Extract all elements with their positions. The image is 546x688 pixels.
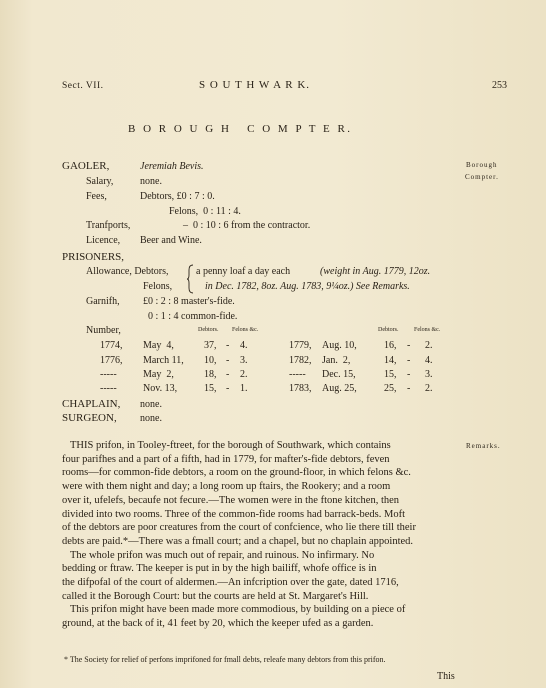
row-dash: - [407,355,411,366]
brace-icon [187,264,195,294]
row-dash: - [407,383,411,394]
allowance-label: Allowance, Debtors, [86,266,169,277]
row-felons: 4. [240,340,248,351]
row-date: Jan. 2, [322,355,351,366]
row-year: ----- [289,369,306,380]
licence-value: Beer and Wine. [140,235,202,246]
row-debtors: 37, [204,340,217,351]
row-felons: 4. [425,355,433,366]
row-dash: - [407,340,411,351]
remarks-line: four parifhes and a part of a fifth, had in 1779, for mafter's-fide debtors, feven [62,453,390,465]
remarks-line: divided into two rooms. Three of the common-fide rooms had barrack-beds. Moft [62,508,406,520]
garnish-line-1: £0 : 2 : 8 master's-fide. [143,296,235,307]
row-year: ----- [100,383,117,394]
section-label: Sect. VII. [62,81,104,91]
row-date: May 4, [143,340,174,351]
row-date: Nov. 13, [143,383,178,394]
allowance-text-2: in Dec. 1782, 8oz. Aug. 1783, 9¼oz.) See Remarks. [205,281,410,292]
catchword: This [437,671,455,682]
row-dash: - [407,369,411,380]
margin-note-remarks: Remarks. [466,442,501,450]
col-felons-left: Felons &c. [232,327,259,333]
allowance-text-1a: a penny loaf a day each [196,266,291,277]
row-year: 1776, [100,355,123,366]
margin-note-compter: Compter. [465,173,499,181]
remarks-line: The whole prifon was much out of repair, and ruinous. No infirmary. No [70,549,375,561]
col-debtors-left: Debtors. [198,327,219,333]
row-year: 1779, [289,340,312,351]
garnish-line-2: 0 : 1 : 4 common-fide. [148,311,238,322]
row-felons: 3. [240,355,248,366]
row-debtors: 10, [204,355,217,366]
row-felons: 2. [425,340,433,351]
gaoler-label: GAOLER, [62,160,110,172]
remarks-line: debts are paid.*—There was a fmall court; and a chapel, but no chaplain appointed. [62,535,414,547]
surgeon-label: SURGEON, [62,412,117,424]
remarks-line: were with them night and day; a long room up ftairs, the Rookery; and a room [62,481,391,493]
row-felons: 2. [425,383,433,394]
fees-label: Fees, [86,191,107,202]
footnote: * The Society for relief of perfons imprifoned for fmall debts, releafe many debtors from this prifon. [64,655,386,664]
remarks-line: the difpofal of the court of aldermen.—An infcription over the gate, dated 1716, [62,577,399,589]
row-felons: 1. [240,383,248,394]
garnish-label: Garnifh, [86,296,120,307]
remarks-line: bedding or ftraw. The keeper is put in by the high bailiff, whofe office is in [62,563,377,575]
row-dash: - [226,383,230,394]
row-year: ----- [100,369,117,380]
row-felons: 2. [240,369,248,380]
row-debtors: 18, [204,369,217,380]
col-debtors-right: Debtors. [378,327,399,333]
row-debtors: 16, [384,340,397,351]
row-date: March 11, [143,355,184,366]
running-title: S O U T H W A R K. [199,79,311,91]
remarks-line: This prifon might have been made more commodious, by building on a piece of [70,604,406,616]
row-debtors: 15, [384,369,397,380]
remarks-line: THIS prifon, in Tooley-ftreet, for the borough of Southwark, which contains [70,440,391,451]
salary-label: Salary, [86,176,114,187]
row-felons: 3. [425,369,433,380]
row-date: Aug. 25, [322,383,357,394]
surgeon-value: none. [140,413,162,424]
row-dash: - [226,355,230,366]
chaplain-label: CHAPLAIN, [62,398,121,410]
allowance-felons-label: Felons, [143,281,173,292]
number-label: Number, [86,325,121,336]
remarks-line: ground, at the back of it, 41 feet by 20, which the keeper ufed as a garden. [62,618,374,630]
remarks-line: called it the Borough Court: but the courts are held at St. Margaret's Hill. [62,590,369,602]
margin-note-borough: Borough [466,161,498,169]
salary-value: none. [140,176,162,187]
row-date: May 2, [143,369,174,380]
row-dash: - [226,340,230,351]
licence-label: Licence, [86,235,121,246]
remarks-line: over it, ufelefs, becaufe not fecure.—The women were in the ftone kitchen, then [62,494,400,506]
row-year: 1782, [289,355,312,366]
col-felons-right: Felons &c. [414,327,441,333]
allowance-text-1b: (weight in Aug. 1779, 12oz. [320,266,431,277]
page-number: 253 [492,80,507,91]
row-debtors: 15, [204,383,217,394]
row-year: 1783, [289,383,312,394]
fees-felons: Felons, 0 : 11 : 4. [169,206,241,217]
section-heading: B O R O U G H C O M P T E R. [128,123,353,135]
row-dash: - [226,369,230,380]
row-date: Aug. 10, [322,340,357,351]
remarks-line: of the debtors are poor creatures from the court of confcience, who lie there till their [62,522,416,534]
transports-label: Tranfports, [86,220,131,231]
row-year: 1774, [100,340,123,351]
remarks-paragraph [62,439,462,631]
chaplain-value: none. [140,399,162,410]
row-debtors: 25, [384,383,397,394]
prisoners-label: PRISONERS, [62,251,125,263]
fees-debtors: Debtors, £0 : 7 : 0. [140,191,215,202]
remarks-line: rooms—for common-fide debtors, a room on the ground-floor, in which felons &c. [62,467,411,479]
transports-value: – 0 : 10 : 6 from the contractor. [183,220,311,231]
row-debtors: 14, [384,355,397,366]
row-date: Dec. 15, [322,369,356,380]
gaoler-name: Jeremiah Bevis. [140,161,204,172]
